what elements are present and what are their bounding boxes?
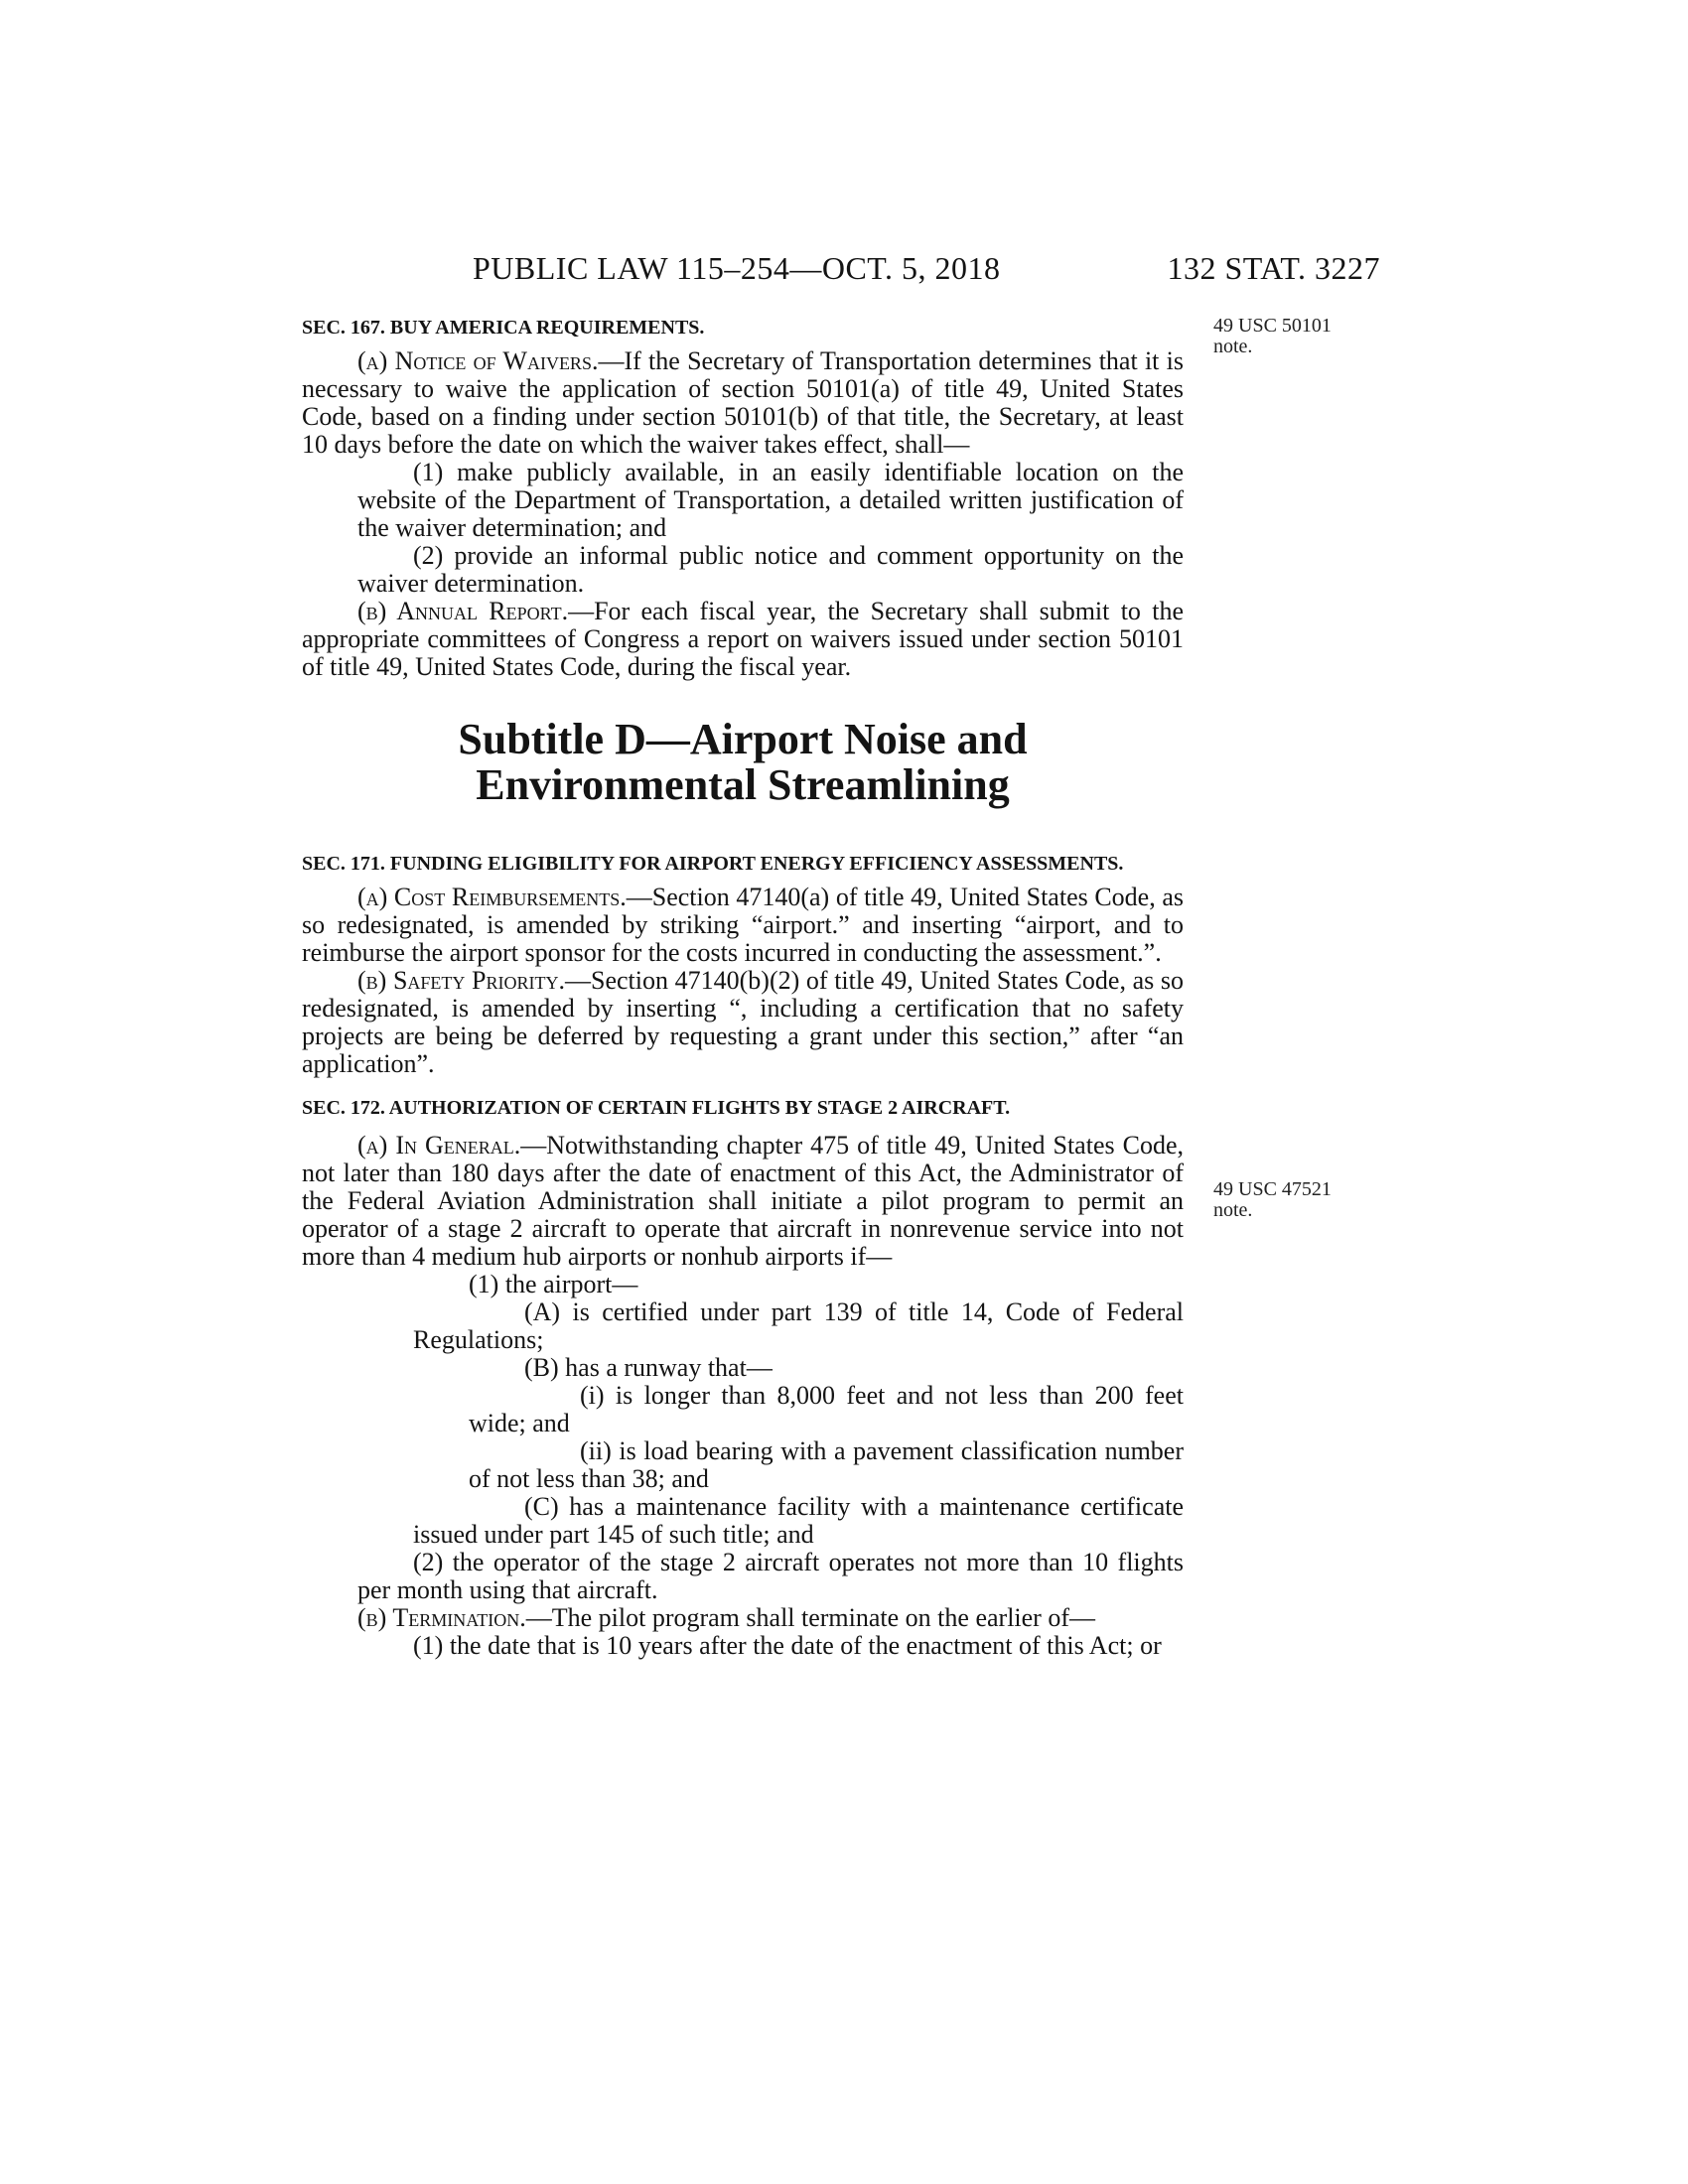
sec172-b-paragraph-1: (1) the date that is 10 years after the date of the enactment of this Act; or xyxy=(413,1631,1162,1660)
sec171-b-label: (b) Safety Priority. xyxy=(357,966,566,995)
sec172-paragraph-2: (2) the operator of the stage 2 aircraft operates not more than 10 flights per month using that aircraft. xyxy=(357,1548,1184,1604)
sec167-a-text: —If the Secretary of Transportation determines that it is necessary to waive the application of section 50101(a) of title 49, United States Code, based on a finding under section 50101(b) of that title, the Secretary, at least 10 days before the date on which the waiver takes effect, shall— xyxy=(302,346,1184,459)
sec172-paragraph-1: (1) the airport— xyxy=(469,1270,638,1298)
margin-note-usc-47521: 49 USC 47521 note. xyxy=(1213,1178,1332,1221)
sec172-b-text: —The pilot program shall terminate on the earlier of— xyxy=(525,1603,1095,1632)
section-heading-172: SEC. 172. AUTHORIZATION OF CERTAIN FLIGHTS BY STAGE 2 AIRCRAFT. xyxy=(302,1097,1011,1119)
sec167-paragraph-1: (1) make publicly available, in an easily identifiable location on the website of the Department of Transportation, a detailed written justification of the waiver determination; and xyxy=(357,458,1184,542)
section-heading-167: SEC. 167. BUY AMERICA REQUIREMENTS. xyxy=(302,317,705,339)
sec172-clause-ii: (ii) is load bearing with a pavement classification number of not less than 38; and xyxy=(469,1436,1184,1493)
sec172-clause-i: (i) is longer than 8,000 feet and not less than 200 feet wide; and xyxy=(469,1381,1184,1437)
sec167-subsection-b xyxy=(302,598,1184,681)
sec172-b-label: (b) Termination. xyxy=(357,1603,526,1632)
sec171-subsection-a xyxy=(302,884,1184,967)
header-public-law: PUBLIC LAW 115–254—OCT. 5, 2018 xyxy=(473,250,1001,286)
running-header xyxy=(427,250,1380,290)
section-heading-171: SEC. 171. FUNDING ELIGIBILITY FOR AIRPORT ENERGY EFFICIENCY ASSESSMENTS. xyxy=(302,853,1124,875)
sec172-subsection-a xyxy=(302,1132,1184,1271)
sec172-subsection-b xyxy=(302,1604,1184,1632)
sec172-a-label: (a) In General. xyxy=(357,1131,521,1160)
sec167-a-label: (a) Notice of Waivers. xyxy=(357,346,599,375)
sec171-subsection-b xyxy=(302,967,1184,1078)
sec167-b-label: (b) Annual Report. xyxy=(357,597,569,625)
document-body xyxy=(302,316,1184,1660)
subtitle-heading xyxy=(302,717,1184,808)
margin-note-usc-50101: 49 USC 50101 note. xyxy=(1213,315,1332,357)
sec167-paragraph-2: (2) provide an informal public notice and comment opportunity on the waiver determination. xyxy=(357,541,1184,598)
subtitle-line-1: Subtitle D—Airport Noise and xyxy=(458,715,1028,763)
header-stat-page: 132 STAT. 3227 xyxy=(1167,250,1380,286)
sec171-a-text: —Section 47140(a) of title 49, United States Code, as so redesignated, is amended by striking “airport.” and inserting “airport, and to reimburse the airport sponsor for the costs incurred in conducting the assessment.”. xyxy=(302,883,1184,967)
sec172-subparagraph-B: (B) has a runway that— xyxy=(524,1353,773,1382)
sec171-a-label: (a) Cost Reimbursements. xyxy=(357,883,627,911)
sec167-subsection-a xyxy=(302,347,1184,459)
subtitle-line-2: Environmental Streamlining xyxy=(476,760,1010,809)
sec172-a-text: —Notwithstanding chapter 475 of title 49, United States Code, not later than 180 days after the date of enactment of this Act, the Administrator of the Federal Aviation Administration shall initiate a pilot program to permit an operator of a stage 2 aircraft to operate that aircraft in nonrevenue service into not more than 4 medium hub airports or nonhub airports if— xyxy=(302,1131,1184,1271)
sec167-b-text: —For each fiscal year, the Secretary shall submit to the appropriate committees of Congress a report on waivers issued under section 50101 of title 49, United States Code, during the fiscal year. xyxy=(302,597,1185,681)
sec172-subparagraph-C: (C) has a maintenance facility with a maintenance certificate issued under part 145 of such title; and xyxy=(413,1492,1184,1549)
sec171-b-text: —Section 47140(b)(2) of title 49, United States Code, as so redesignated, is amended by inserting “, including a certification that no safety projects are being be deferred by requesting a grant under this section,” after “an application”. xyxy=(302,966,1184,1078)
sec172-subparagraph-A: (A) is certified under part 139 of title 14, Code of Federal Regulations; xyxy=(413,1297,1184,1354)
